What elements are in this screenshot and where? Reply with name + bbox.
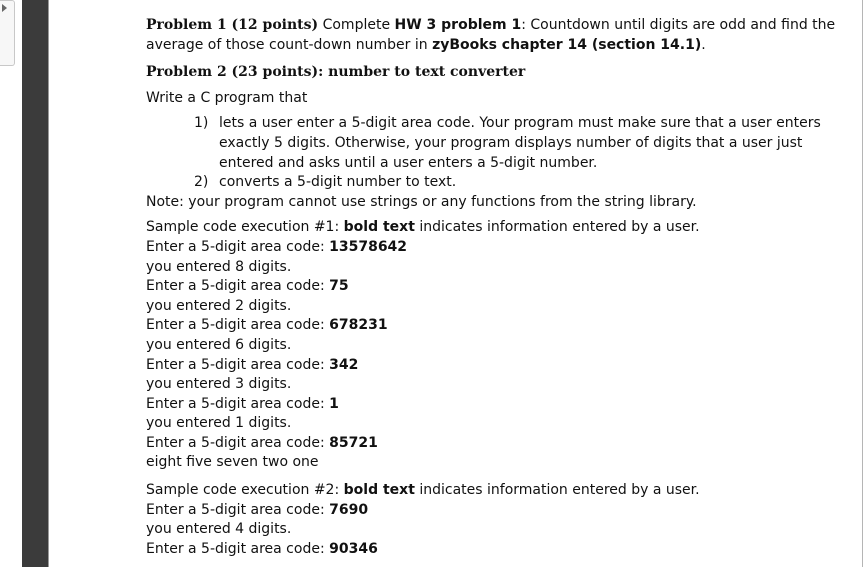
sample-execution-1 bbox=[146, 218, 856, 473]
list-item: 1) lets a user enter a 5-digit area code. Your program must make sure that a user enters exactly 5 digits. Otherwise, your program displays number of digits that a user just entered and asks until a user enters a 5-digit number. bbox=[194, 115, 821, 171]
page-right-edge bbox=[862, 0, 863, 567]
problem1-heading: Problem 1 (12 points) bbox=[146, 17, 319, 33]
response-line: eight five seven two one bbox=[146, 454, 319, 471]
list-item: 2) converts a 5-digit number to text. bbox=[194, 174, 457, 191]
response-line: you entered 2 digits. bbox=[146, 297, 292, 314]
left-margin bbox=[0, 0, 16, 567]
prompt-line: Enter a 5-digit area code: 90346 bbox=[146, 540, 378, 557]
prompt-line: Enter a 5-digit area code: 342 bbox=[146, 356, 359, 373]
prompt-line: Enter a 5-digit area code: 85721 bbox=[146, 434, 378, 451]
sample2-intro: Sample code execution #2: bold text indicates information entered by a user. bbox=[146, 482, 700, 499]
note-text: Note: your program cannot use strings or any functions from the string library. bbox=[146, 193, 697, 210]
page-edge bbox=[48, 0, 49, 567]
book-reference: zyBooks chapter 14 (section 14.1) bbox=[432, 36, 702, 53]
expand-arrow-icon bbox=[2, 4, 7, 12]
hw-reference: HW 3 problem 1 bbox=[394, 17, 522, 33]
prompt-line: Enter a 5-digit area code: 13578642 bbox=[146, 238, 408, 255]
problem2-intro: Write a C program that bbox=[146, 89, 308, 106]
user-input: 85721 bbox=[329, 434, 378, 451]
document-body bbox=[146, 16, 856, 559]
user-input: 678231 bbox=[329, 317, 388, 334]
user-input: 90346 bbox=[329, 540, 378, 557]
prompt-line: Enter a 5-digit area code: 678231 bbox=[146, 317, 388, 334]
requirements-list bbox=[146, 114, 856, 192]
response-line: you entered 6 digits. bbox=[146, 336, 292, 353]
response-line: you entered 3 digits. bbox=[146, 376, 292, 393]
response-line: you entered 8 digits. bbox=[146, 258, 292, 275]
user-input: 75 bbox=[329, 278, 349, 295]
prompt-line: Enter a 5-digit area code: 75 bbox=[146, 278, 349, 295]
problem1-paragraph: Problem 1 (12 points) Complete HW 3 problem 1: Countdown until digits are odd and find the average of those count-down number in zyBooks chapter 14 (section 14.1). bbox=[146, 17, 836, 53]
response-line: you entered 4 digits. bbox=[146, 521, 292, 538]
sample-execution-2 bbox=[146, 481, 856, 559]
response-line: you entered 1 digits. bbox=[146, 415, 292, 432]
prompt-line: Enter a 5-digit area code: 1 bbox=[146, 395, 339, 412]
sample1-intro: Sample code execution #1: bold text indicates information entered by a user. bbox=[146, 219, 700, 236]
problem2-heading: Problem 2 (23 points): number to text converter bbox=[146, 64, 526, 81]
user-input: 1 bbox=[329, 395, 339, 412]
user-input: 7690 bbox=[329, 501, 369, 518]
user-input: 13578642 bbox=[329, 238, 408, 255]
user-input: 342 bbox=[329, 356, 359, 373]
viewer-gutter bbox=[22, 0, 48, 567]
prompt-line: Enter a 5-digit area code: 7690 bbox=[146, 501, 369, 518]
sidebar-toggle[interactable] bbox=[0, 0, 15, 66]
